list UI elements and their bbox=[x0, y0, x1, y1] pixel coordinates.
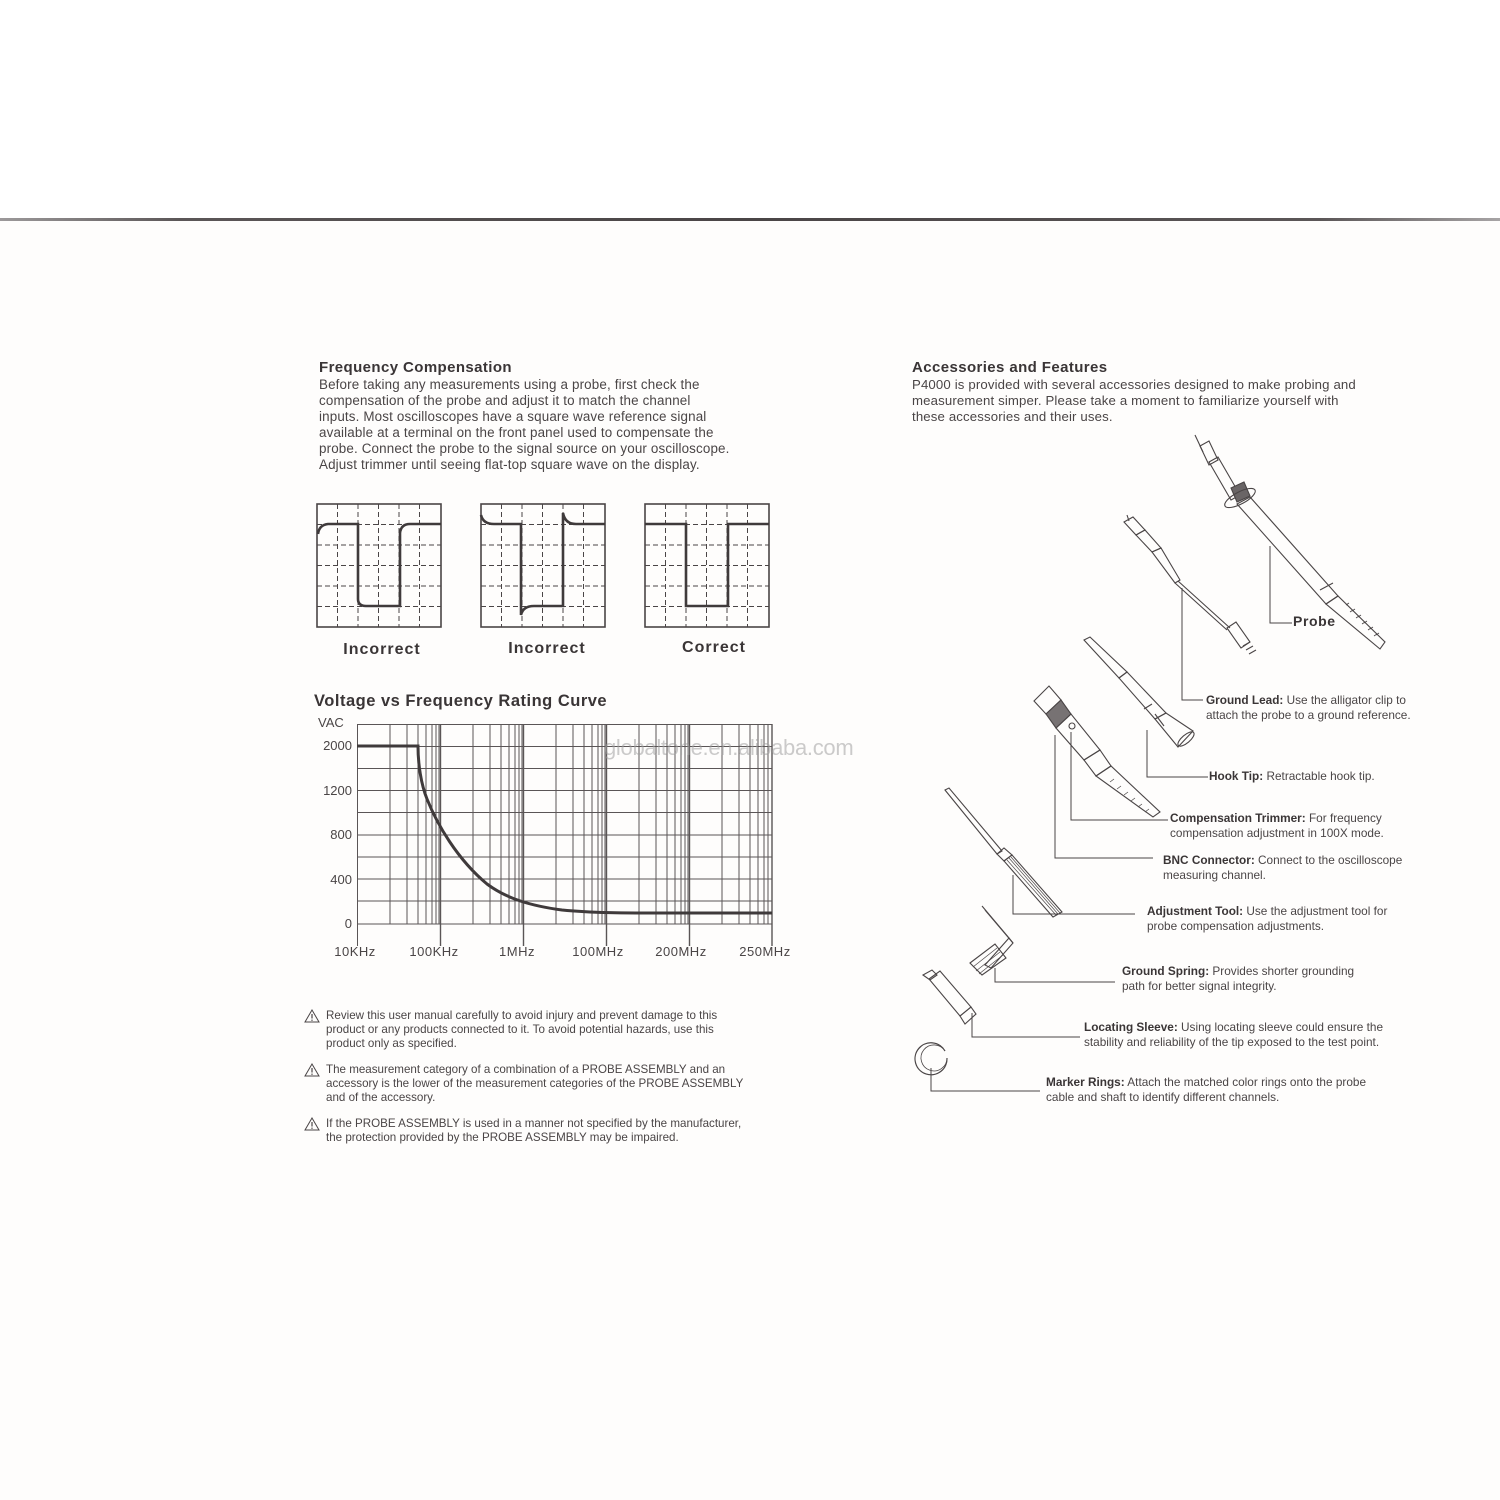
text-line: probe. Connect the probe to the signal source on your oscilloscope. bbox=[319, 441, 730, 456]
text-line: these accessories and their uses. bbox=[912, 409, 1113, 424]
adjustment-tool-illustration bbox=[945, 788, 1062, 917]
callout-hook-tip bbox=[1209, 769, 1375, 784]
leader-line-locating-sleeve bbox=[972, 1013, 1080, 1037]
y-tick-label: 1200 bbox=[323, 783, 352, 798]
callout-ground-lead bbox=[1206, 693, 1411, 723]
x-tick-label: 200MHz bbox=[655, 944, 707, 959]
text-line: If the PROBE ASSEMBLY is used in a manner not specified by the manufacturer, bbox=[326, 1117, 742, 1130]
text-line: compensation of the probe and adjust it to match the channel bbox=[319, 393, 691, 408]
probe-illustration bbox=[1195, 435, 1385, 649]
text-line: the protection provided by the PROBE ASSEMBLY may be impaired. bbox=[326, 1131, 679, 1144]
y-tick-label: 400 bbox=[330, 872, 352, 887]
text-line: accessory is the lower of the measurement categories of the PROBE ASSEMBLY bbox=[326, 1077, 744, 1090]
x-tick-label: 100KHz bbox=[409, 944, 459, 959]
callout-desc: Use the alligator clip to bbox=[1283, 693, 1406, 707]
callout-desc: cable and shaft to identify different channels. bbox=[1046, 1090, 1280, 1104]
callout-term: Ground Spring: bbox=[1122, 964, 1210, 978]
callout-desc: measuring channel. bbox=[1163, 868, 1266, 882]
ground-lead-illustration bbox=[1124, 515, 1256, 654]
bnc-connector-illustration bbox=[1034, 686, 1160, 817]
text-line: P4000 is provided with several accessories designed to make probing and bbox=[912, 377, 1356, 392]
callout-ground-spring bbox=[1122, 964, 1354, 994]
locating-sleeve-illustration bbox=[923, 970, 976, 1024]
callout-desc: path for better signal integrity. bbox=[1122, 979, 1277, 993]
x-tick-label: 250MHz bbox=[739, 944, 791, 959]
callout-compensation-trimmer bbox=[1170, 811, 1384, 841]
callout-marker-rings bbox=[1046, 1075, 1366, 1105]
ground-spring-illustration bbox=[970, 906, 1013, 975]
callout-desc: Provides shorter grounding bbox=[1209, 964, 1355, 978]
callout-desc: probe compensation adjustments. bbox=[1147, 919, 1325, 933]
leader-line-compensation-trimmer bbox=[1071, 732, 1168, 820]
accessories-title: Accessories and Features bbox=[912, 359, 1108, 376]
text-line: inputs. Most oscilloscopes have a square wave reference signal bbox=[319, 409, 707, 424]
callout-desc: Attach the matched color rings onto the probe bbox=[1124, 1075, 1367, 1089]
callout-adjustment-tool bbox=[1147, 904, 1387, 934]
callout-desc: Use the adjustment tool for bbox=[1243, 904, 1388, 918]
callout-desc: attach the probe to a ground reference. bbox=[1206, 708, 1411, 722]
callout-desc: Using locating sleeve could ensure the bbox=[1177, 1020, 1384, 1034]
callout-term: Locating Sleeve: bbox=[1084, 1020, 1178, 1034]
text-line: Adjust trimmer until seeing flat-top square wave on the display. bbox=[319, 457, 700, 472]
y-tick-label: 800 bbox=[330, 827, 352, 842]
x-tick-label: 1MHz bbox=[499, 944, 535, 959]
callout-bnc-connector bbox=[1163, 853, 1402, 883]
x-tick-label: 10KHz bbox=[334, 944, 376, 959]
hook-tip-illustration bbox=[1084, 637, 1196, 748]
y-tick-label: 0 bbox=[344, 916, 352, 931]
leader-line-ground-spring bbox=[995, 968, 1115, 982]
scope-label-correct: Correct bbox=[682, 639, 746, 656]
callout-term: Hook Tip: bbox=[1209, 769, 1264, 783]
callout-desc: stability and reliability of the tip exposed to the test point. bbox=[1084, 1035, 1380, 1049]
text-line: measurement simper. Please take a moment to familiarize yourself with bbox=[912, 393, 1339, 408]
leader-line-adjustment-tool bbox=[1013, 875, 1135, 914]
callout-term: Ground Lead: bbox=[1206, 693, 1284, 707]
scope-label-incorrect-2: Incorrect bbox=[508, 640, 586, 657]
text-line: and of the accessory. bbox=[326, 1091, 436, 1104]
watermark: globaltone.en.alibaba.com bbox=[604, 735, 854, 760]
leader-line-bnc-connector bbox=[1055, 735, 1153, 858]
callout-term: Adjustment Tool: bbox=[1147, 904, 1244, 918]
text-line: product or any products connected to it. To avoid potential hazards, use this bbox=[326, 1023, 714, 1036]
leader-line-hook-tip bbox=[1147, 730, 1208, 777]
callout-desc: Connect to the oscilloscope bbox=[1254, 853, 1403, 867]
y-tick-label: 2000 bbox=[323, 738, 352, 753]
callout-term: Marker Rings: bbox=[1046, 1075, 1125, 1089]
callout-desc: Retractable hook tip. bbox=[1263, 769, 1375, 783]
leader-line-marker-rings bbox=[931, 1068, 1040, 1091]
text-line: Before taking any measurements using a probe, first check the bbox=[319, 377, 700, 392]
chart-title: Voltage vs Frequency Rating Curve bbox=[314, 692, 608, 710]
leader-line-probe bbox=[1270, 546, 1292, 623]
callout-term: BNC Connector: bbox=[1163, 853, 1255, 867]
text-line: Review this user manual carefully to avoid injury and prevent damage to this bbox=[326, 1009, 718, 1022]
callout-term: Compensation Trimmer: bbox=[1170, 811, 1306, 825]
callout-desc: compensation adjustment in 100X mode. bbox=[1170, 826, 1384, 840]
callout-desc: For frequency bbox=[1305, 811, 1382, 825]
scope-label-incorrect-1: Incorrect bbox=[343, 641, 421, 658]
callout-locating-sleeve bbox=[1084, 1020, 1383, 1050]
text-line: The measurement category of a combination of a PROBE ASSEMBLY and an bbox=[326, 1063, 726, 1076]
y-axis-unit-label: VAC bbox=[318, 715, 344, 730]
frequency-compensation-title: Frequency Compensation bbox=[319, 359, 512, 376]
text-line: product only as specified. bbox=[326, 1037, 457, 1050]
x-tick-label: 100MHz bbox=[572, 944, 624, 959]
callout-probe: Probe bbox=[1293, 613, 1336, 629]
text-line: available at a terminal on the front panel used to compensate the bbox=[319, 425, 714, 440]
